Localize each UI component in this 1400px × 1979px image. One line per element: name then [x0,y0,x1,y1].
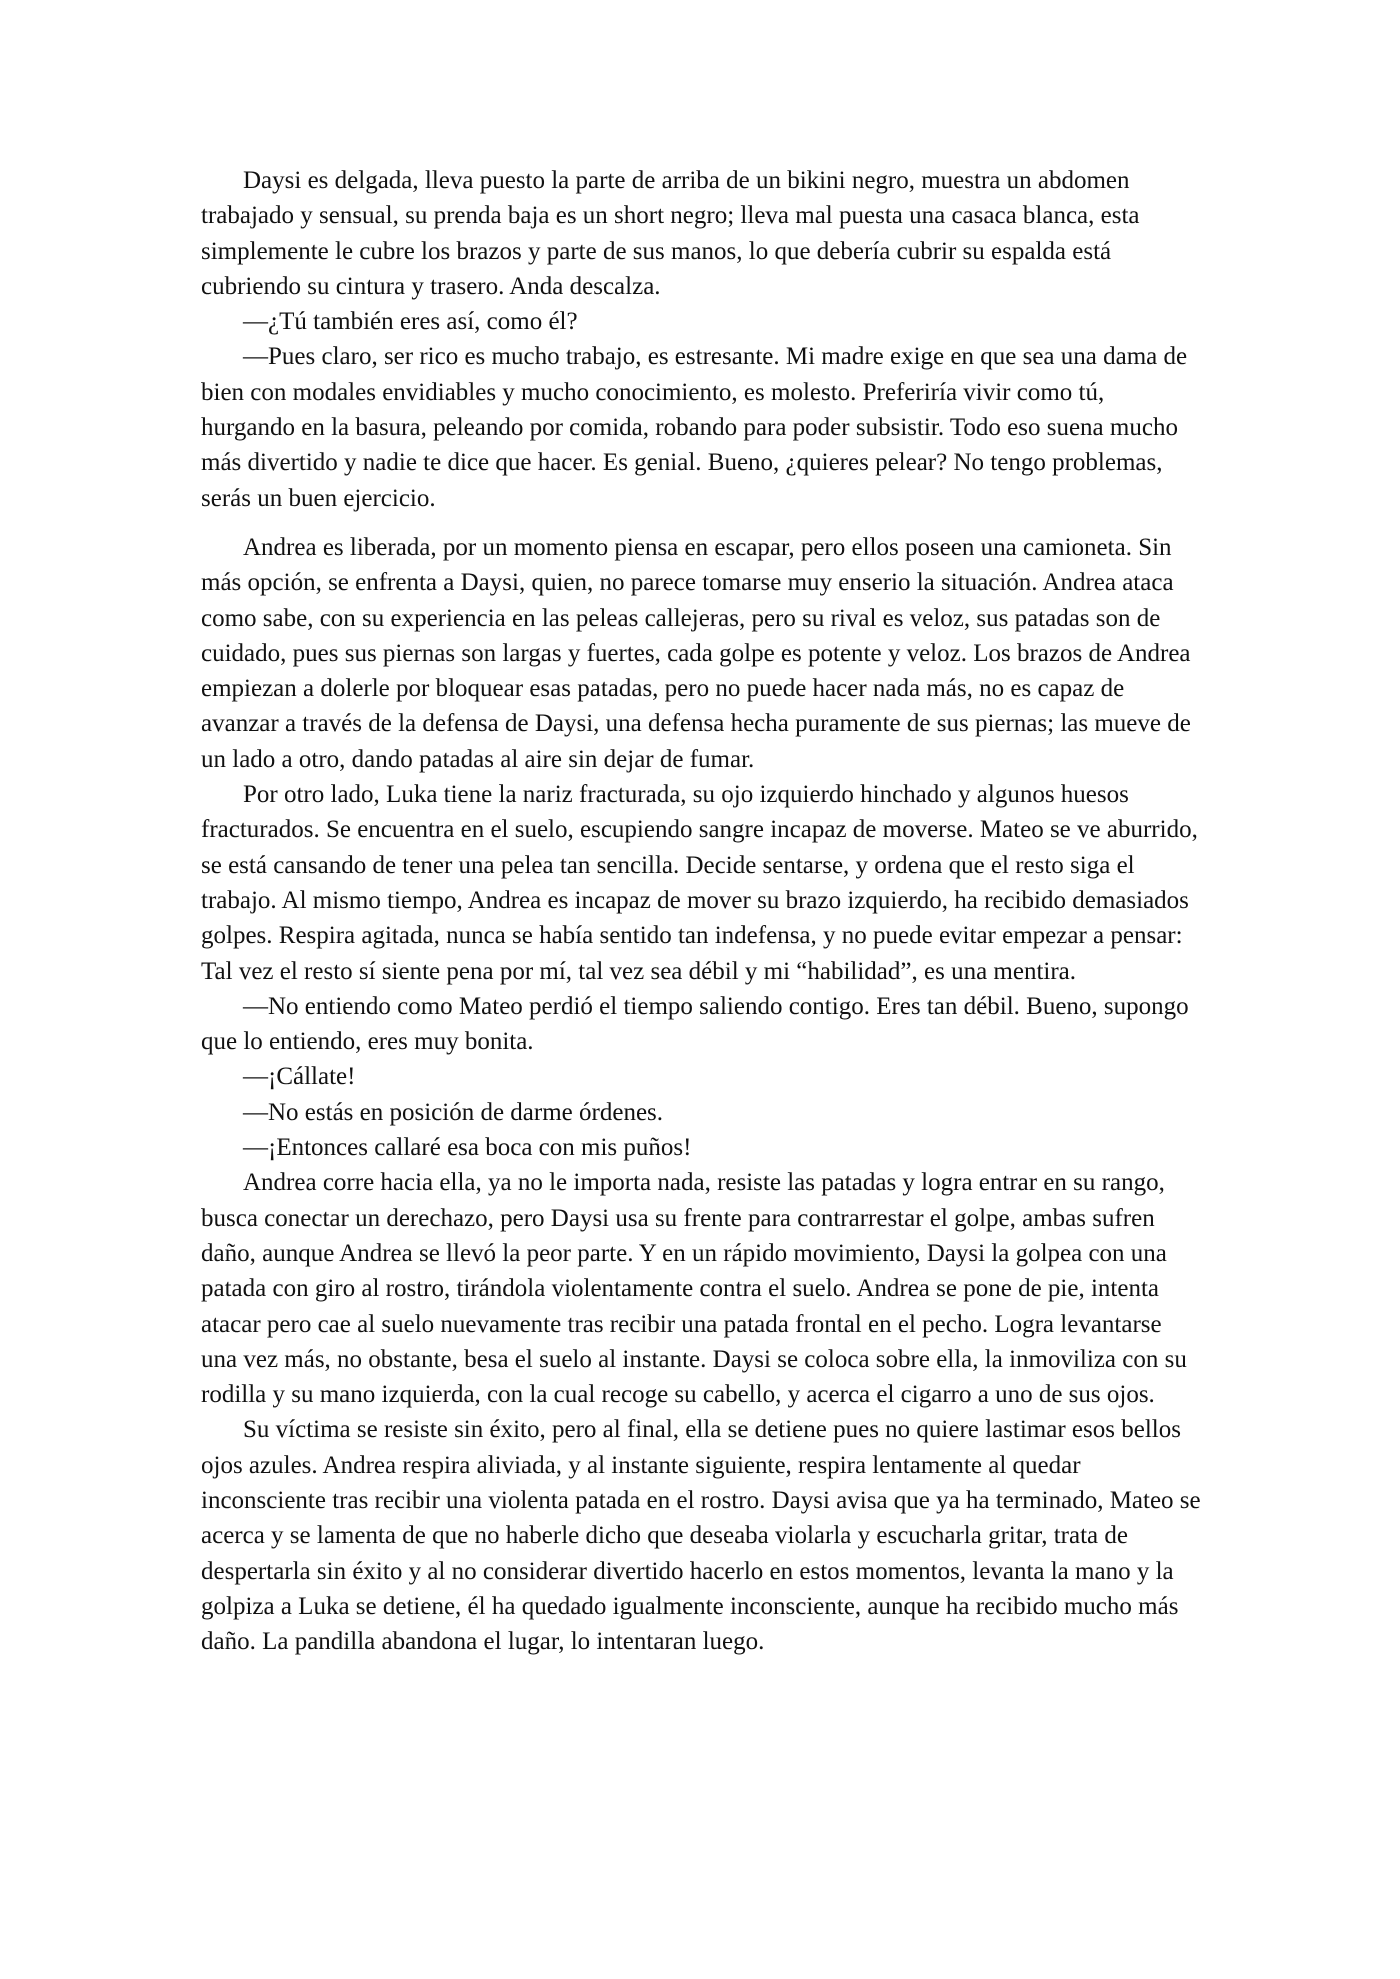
dialogue-line: —¡Cállate! [243,1063,356,1091]
dialogue-line: —No estás en posición de darme órdenes. [243,1098,664,1126]
document-page [201,163,1201,1659]
dialogue-line: —No entiendo como Mateo perdió el tiempo saliendo contigo. Eres tan débil. Bueno, supongo que lo entiendo, eres muy bonita. [201,992,1189,1056]
paragraph-luka-injured: Por otro lado, Luka tiene la nariz fracturada, su ojo izquierdo hinchado y algunos huesos fracturados. Se encuentra en el suelo, escupiendo sangre incapaz de moverse. Mateo se ve aburrido, se está cansando de tener una pelea tan sencilla. Decide sentarse, y ordena que el resto siga el trabajo. Al mismo tiempo, Andrea es incapaz de mover su brazo izquierdo, ha recibido demasiados golpes. Respira agitada, nunca se había sentido tan indefensa, y no puede evitar empezar a pensar: Tal vez el resto sí siente pena por mí, tal vez sea débil y mi “habilidad”, es una mentira. [201,781,1198,985]
dialogue-line: —¿Tú también eres así, como él? [243,308,578,336]
paragraph-daysi-description: Daysi es delgada, lleva puesto la parte de arriba de un bikini negro, muestra un abdomen trabajado y sensual, su prenda baja es un short negro; lleva mal puesta una casaca blanca, esta simplemente le cubre los brazos y parte de sus manos, lo que debería cubrir su espalda está cubriendo su cintura y trasero. Anda descalza. [201,167,1140,300]
paragraph-andrea-charges: Andrea corre hacia ella, ya no le importa nada, resiste las patadas y logra entrar en su rango, busca conectar un derechazo, pero Daysi usa su frente para contrarrestar el golpe, ambas sufren daño, aunque Andrea se llevó la peor parte. Y en un rápido movimiento, Daysi la golpea con una patada con giro al rostro, tirándola violentamente contra el suelo. Andrea se pone de pie, intenta atacar pero cae al suelo nuevamente tras recibir una patada frontal en el pecho. Logra levantarse una vez más, no obstante, besa el suelo al instante. Daysi se coloca sobre ella, la inmoviliza con su rodilla y su mano izquierda, con la cual recoge su cabello, y acerca el cigarro a uno de sus ojos. [201,1169,1187,1409]
paragraph-ending: Su víctima se resiste sin éxito, pero al final, ella se detiene pues no quiere lastimar esos bellos ojos azules. Andrea respira aliviada, y al instante siguiente, respira lentamente al quedar inconsciente tras recibir una violenta patada en el rostro. Daysi avisa que ya ha terminado, Mateo se acerca y se lamenta de que no haberle dicho que deseaba violarla y escucharla gritar, trata de despertarla sin éxito y al no considerar divertido hacerlo en estos momentos, levanta la mano y la golpiza a Luka se detiene, él ha quedado igualmente inconsciente, aunque ha recibido mucho más daño. La pandilla abandona el lugar, lo intentaran luego. [201,1416,1201,1656]
dialogue-line: —¡Entonces callaré esa boca con mis puños! [243,1134,692,1162]
paragraph-andrea-fight: Andrea es liberada, por un momento piensa en escapar, pero ellos poseen una camioneta. Sin más opción, se enfrenta a Daysi, quien, no parece tomarse muy enserio la situación. Andrea ataca como sabe, con su experiencia en las peleas callejeras, pero su rival es veloz, sus patadas son de cuidado, pues sus piernas son largas y fuertes, cada golpe es potente y veloz. Los brazos de Andrea empiezan a dolerle por bloquear esas patadas, pero no puede hacer nada más, no es capaz de avanzar a través de la defensa de Daysi, una defensa hecha puramente de sus piernas; las mueve de un lado a otro, dando patadas al aire sin dejar de fumar. [201,533,1191,773]
dialogue-line: —Pues claro, ser rico es mucho trabajo, es estresante. Mi madre exige en que sea una dama de bien con modales envidiables y mucho conocimiento, es molesto. Preferiría vivir como tú, hurgando en la basura, peleando por comida, robando para poder subsistir. Todo eso suena mucho más divertido y nadie te dice que hacer. Es genial. Bueno, ¿quieres pelear? No tengo problemas, serás un buen ejercicio. [201,343,1188,512]
